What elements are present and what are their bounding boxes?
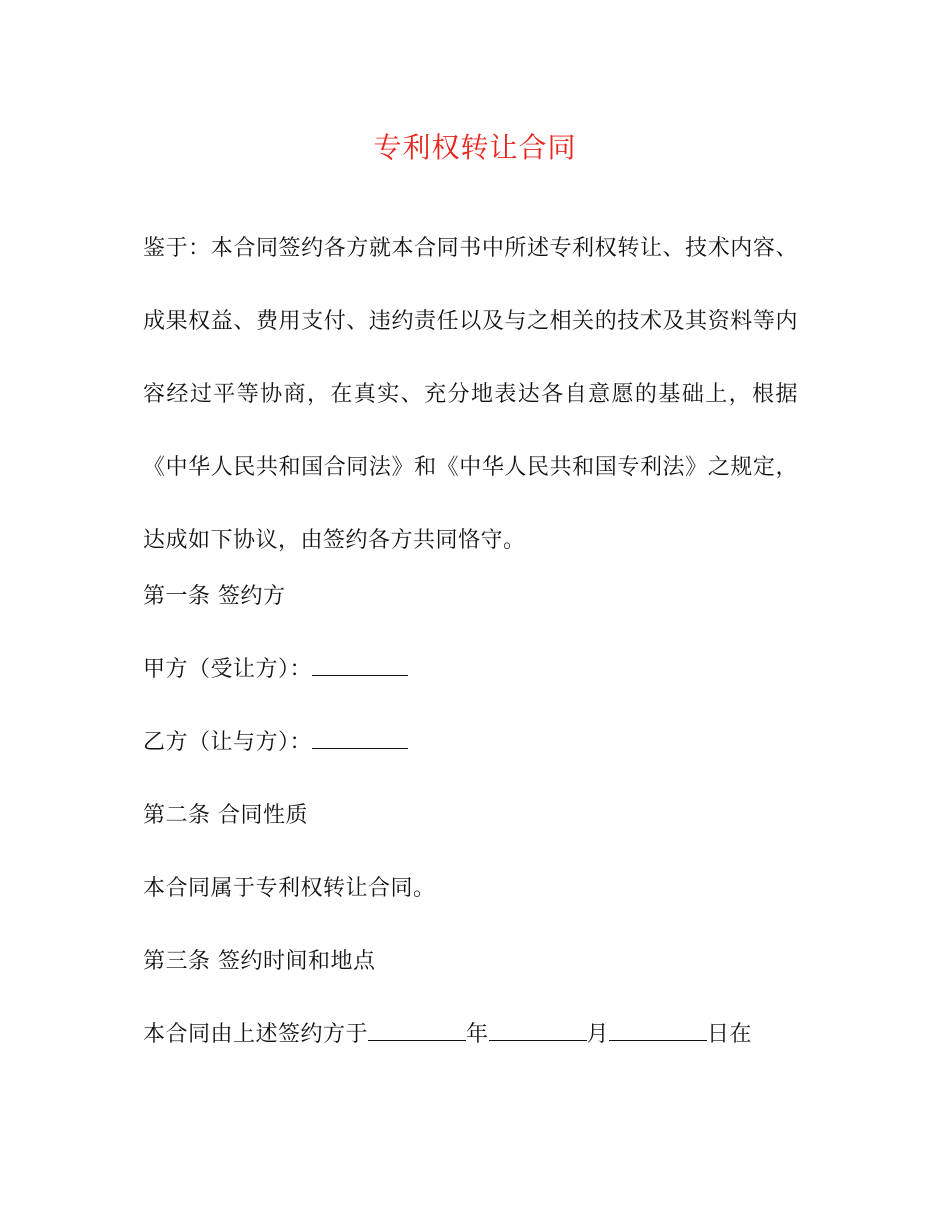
party-a-line — [143, 650, 408, 690]
article-1-heading: 第一条 签约方 — [143, 584, 286, 609]
party-a-label: 甲方（受让方）： — [143, 657, 313, 682]
year-blank — [368, 1018, 466, 1041]
day-label: 日在 — [707, 1022, 753, 1047]
article-3-body — [143, 1015, 752, 1055]
article-2-heading: 第二条 合同性质 — [143, 803, 308, 828]
article-3-heading: 第三条 签约时间和地点 — [143, 949, 376, 974]
article-2-body: 本合同属于专利权转让合同。 — [143, 876, 436, 901]
party-b-blank — [312, 726, 408, 749]
year-label: 年 — [466, 1022, 489, 1047]
party-b-line — [143, 723, 408, 763]
article-3-prefix: 本合同由上述签约方于 — [143, 1022, 369, 1047]
month-blank — [489, 1018, 587, 1041]
month-label: 月 — [586, 1022, 610, 1047]
day-blank — [609, 1018, 707, 1041]
party-b-label: 乙方（让与方）： — [143, 730, 313, 755]
intro-paragraph: 鉴于：本合同签约各方就本合同书中所述专利权转让、技术内容、成果权益、费用支付、违约责任以及与之相关的技术及其资料等内容经过平等协商，在真实、充分地表达各自意愿的基础上，根据《中华人民共和国合同法》和《中华人民共和国专利法》之规定，达成如下协议，由签约各方共同恪守。 — [143, 236, 798, 553]
party-a-blank — [312, 653, 408, 676]
document-title: 专利权转让合同 — [373, 131, 577, 164]
